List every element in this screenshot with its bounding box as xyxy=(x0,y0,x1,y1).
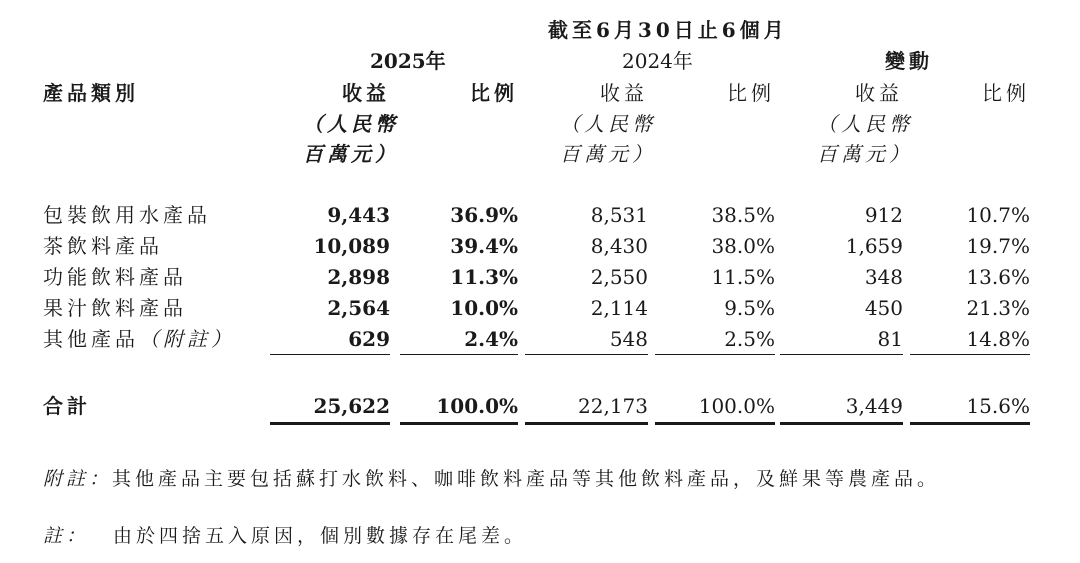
rev-2024-cell: 2,550 xyxy=(590,265,648,289)
row-label: 包裝飲用水產品 xyxy=(43,203,211,227)
subtotal-rule xyxy=(270,354,390,355)
ratio-change-header: 比例 xyxy=(982,81,1030,105)
rev-2025-cell: 629 xyxy=(348,327,390,351)
ratio-2025-cell: 11.3% xyxy=(450,265,518,289)
total-rule xyxy=(525,422,648,425)
row-label: 茶飲料產品 xyxy=(43,234,163,258)
year-2025-heading: 2025年 xyxy=(370,49,446,73)
note-1-text: 其他產品主要包括蘇打水飲料、咖啡飲料產品等其他飲料產品，及鮮果等農產品。 xyxy=(112,468,941,490)
rev-2024-cell: 2,114 xyxy=(590,296,648,320)
ratio-2024-cell: 9.5% xyxy=(724,296,775,320)
ratio-2025-cell: 10.0% xyxy=(450,296,518,320)
total-rev-change: 3,449 xyxy=(845,394,903,418)
subtotal-rule xyxy=(910,354,1030,355)
unit-2025-line1: （人民幣 xyxy=(303,112,399,136)
total-rule xyxy=(400,422,518,425)
ratio-2024-cell: 11.5% xyxy=(711,265,775,289)
unit-2025-line2: 百萬元） xyxy=(303,142,399,166)
total-rule xyxy=(780,422,903,425)
unit-change-line2: 百萬元） xyxy=(817,142,913,166)
period-heading: 截至6月30日止6個月 xyxy=(548,18,788,42)
ratio-change-cell: 10.7% xyxy=(966,203,1030,227)
total-rev-2024: 22,173 xyxy=(578,394,648,418)
rev-change-cell: 81 xyxy=(877,327,903,351)
total-ratio-change: 15.6% xyxy=(966,394,1030,418)
unit-2024-line1: （人民幣 xyxy=(560,112,656,136)
change-heading: 變動 xyxy=(885,49,933,73)
subtotal-rule xyxy=(525,354,648,355)
rev-2024-cell: 548 xyxy=(609,327,648,351)
ratio-2024-cell: 38.5% xyxy=(711,203,775,227)
row-label: 果汁飲料產品 xyxy=(43,296,187,320)
category-column-header: 產品類別 xyxy=(43,81,139,105)
rev-change-cell: 1,659 xyxy=(845,234,903,258)
ratio-2025-header: 比例 xyxy=(470,81,518,105)
note-1 xyxy=(43,467,940,491)
revenue-change-header: 收益 xyxy=(855,81,903,105)
note-1-label: 附註： xyxy=(43,468,113,490)
total-ratio-2024: 100.0% xyxy=(698,394,775,418)
rev-change-cell: 348 xyxy=(864,265,903,289)
ratio-change-cell: 19.7% xyxy=(966,234,1030,258)
rev-2025-cell: 2,564 xyxy=(327,296,390,320)
rev-change-cell: 450 xyxy=(864,296,903,320)
rev-2024-cell: 8,430 xyxy=(590,234,648,258)
row-label-note: （附註） xyxy=(139,327,235,351)
total-rev-2025: 25,622 xyxy=(313,394,390,418)
unit-change-line1: （人民幣 xyxy=(817,112,913,136)
ratio-change-cell: 14.8% xyxy=(966,327,1030,351)
rev-2025-cell: 10,089 xyxy=(313,234,390,258)
row-label: 功能飲料產品 xyxy=(43,265,187,289)
total-rule xyxy=(910,422,1030,425)
ratio-2024-cell: 2.5% xyxy=(724,327,775,351)
rev-change-cell: 912 xyxy=(864,203,903,227)
row-label-other xyxy=(43,327,235,351)
ratio-2024-header: 比例 xyxy=(727,81,775,105)
rev-2025-cell: 2,898 xyxy=(327,265,390,289)
ratio-2025-cell: 2.4% xyxy=(464,327,518,351)
subtotal-rule xyxy=(655,354,775,355)
unit-2024-line2: 百萬元） xyxy=(560,142,656,166)
revenue-2025-header: 收益 xyxy=(342,81,390,105)
revenue-2024-header: 收益 xyxy=(600,81,648,105)
note-2-text: 由於四捨五入原因，個別數據存在尾差。 xyxy=(113,525,528,547)
total-rule xyxy=(655,422,775,425)
rev-2024-cell: 8,531 xyxy=(590,203,648,227)
row-label-text: 其他產品 xyxy=(43,327,139,351)
ratio-2025-cell: 39.4% xyxy=(450,234,518,258)
total-label: 合計 xyxy=(43,394,91,418)
ratio-change-cell: 21.3% xyxy=(966,296,1030,320)
note-2-label: 註： xyxy=(43,525,90,547)
year-2024-heading: 2024年 xyxy=(622,49,693,73)
ratio-2024-cell: 38.0% xyxy=(711,234,775,258)
total-ratio-2025: 100.0% xyxy=(436,394,518,418)
total-rule xyxy=(270,422,390,425)
ratio-change-cell: 13.6% xyxy=(966,265,1030,289)
rev-2025-cell: 9,443 xyxy=(327,203,390,227)
ratio-2025-cell: 36.9% xyxy=(450,203,518,227)
subtotal-rule xyxy=(400,354,518,355)
subtotal-rule xyxy=(780,354,903,355)
